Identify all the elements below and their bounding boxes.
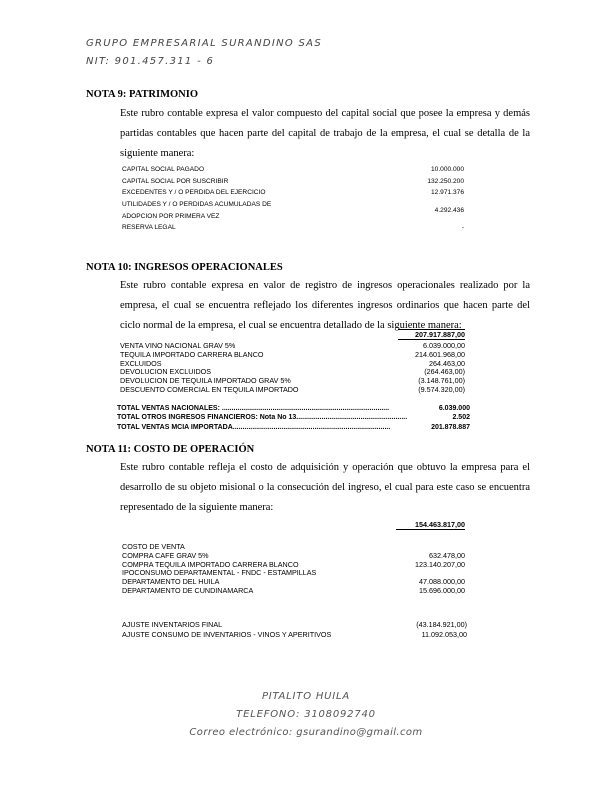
total-row: [117, 413, 470, 422]
row-label: EXCEDENTES Y / O PERDIDA DEL EJERCICIO: [122, 189, 266, 196]
table-row: [120, 351, 465, 360]
row-value: (43.184.921,00): [416, 620, 467, 629]
note10-paragraph-text: Este rubro contable expresa en valor de registro de ingresos operacionales realizado por la empresa, el cual se encuentra reflejado los diferentes ingresos ordinarios que hacen parte del ciclo normal de la empresa, el cual se encuentra detallado de la siguiente manera:: [120, 280, 530, 331]
note11-total-header: 154.463.817,00: [396, 520, 465, 530]
row-label: AJUSTE CONSUMO DE INVENTARIOS - VINOS Y APERITIVOS: [122, 629, 332, 639]
footer-email: Correo electrónico: gsurandino@gmail.com: [189, 727, 423, 738]
note10-table: [120, 342, 465, 395]
row-value: 15.696.000,00: [419, 585, 465, 595]
row-label: RESERVA LEGAL: [122, 223, 176, 231]
row-value: 123.140.207,00: [415, 559, 465, 569]
row-value: 10.000.000: [430, 166, 464, 173]
row-value: 11.092.053,00: [421, 629, 467, 639]
note11-paragraph-text: Este rubro contable refleja el costo de adquisición y operación que obtuvo la empresa para el desarrollo de su objeto misional o la consecución del ingreso, el cual para este caso se encuentra representado de la siguiente manera:: [120, 462, 530, 513]
row-value: 6.039.000,00: [423, 341, 465, 350]
row-label: COMPRA CAFE GRAV 5%: [122, 550, 209, 560]
table-row: [122, 207, 464, 219]
note9-paragraph-text: Este rubro contable expresa el valor compuesto del capital social que posee la empresa y demás partidas contables que hacen parte del capital de trabajo de la empresa, el cual se detalla de la siguiente manera:: [120, 108, 530, 159]
footer-city: PITALITO HUILA: [261, 691, 351, 702]
total-label: TOTAL OTROS INGRESOS FINANCIEROS: Nota No 13.........................................................: [117, 414, 408, 422]
note9-title: NOTA 9: PATRIMONIO: [86, 89, 198, 100]
row-label: TEQUILA IMPORTADO CARRERA BLANCO: [120, 349, 264, 359]
table-row: [122, 178, 464, 190]
note11-title: NOTA 11: COSTO DE OPERACIÓN: [86, 444, 255, 455]
footer-phone: TELEFONO: 3108092740: [236, 709, 376, 720]
row-label: VENTA VINO NACIONAL GRAV 5%: [120, 341, 236, 350]
row-label: DESCUENTO COMERCIAL EN TEQUILA IMPORTADO: [120, 384, 299, 394]
note9-table: [122, 166, 464, 236]
company-nit: NIT: 901.457.311 - 6: [86, 56, 215, 67]
table-row: [122, 587, 465, 596]
row-label: EXCLUIDOS: [120, 358, 162, 368]
row-value: 4.292.436: [434, 206, 464, 214]
table-row: [122, 166, 464, 178]
row-value: 132.250.200: [427, 177, 464, 185]
row-value: 12.971.376: [430, 189, 464, 196]
row-label: CAPITAL SOCIAL POR SUSCRIBIR: [122, 177, 229, 185]
row-value: (9.574.320,00): [418, 384, 465, 394]
row-label: ADOPCION POR PRIMERA VEZ: [122, 212, 220, 220]
row-value: 264.463,00: [429, 358, 465, 368]
total-row: [117, 423, 470, 432]
row-value: 632.478,00: [429, 550, 465, 560]
note10-totals: [117, 404, 470, 432]
note9-paragraph: [120, 104, 530, 164]
table-row: [120, 386, 465, 395]
row-label: DEVOLUCION EXCLUIDOS: [120, 367, 212, 377]
row-label: AJUSTE INVENTARIOS FINAL: [122, 620, 223, 629]
row-label: DEPARTAMENTO DE CUNDINAMARCA: [122, 585, 254, 595]
row-value: 47.088.000,00: [419, 577, 465, 587]
note10-paragraph: [120, 276, 530, 336]
total-value: 2.502: [452, 414, 470, 422]
table-row: [122, 224, 464, 236]
note11-paragraph: [120, 458, 530, 518]
total-value: 6.039.000: [438, 405, 470, 412]
row-label: IPOCONSUMO DEPARTAMENTAL - FNDC - ESTAMPILLAS: [122, 568, 317, 578]
row-label: DEPARTAMENTO DEL HUILA: [122, 577, 220, 587]
row-value: (3.148.761,00): [418, 376, 465, 386]
note10-title: NOTA 10: INGRESOS OPERACIONALES: [86, 262, 283, 273]
row-value: -: [461, 223, 464, 231]
row-label: DEVOLUCION DE TEQUILA IMPORTADO GRAV 5%: [120, 376, 291, 386]
row-value: (264.463,00): [424, 367, 465, 377]
table-row: [122, 189, 464, 201]
row-label: UTILIDADES Y / O PERDIDAS ACUMULADAS DE: [122, 200, 272, 208]
row-label: COSTO DE VENTA: [122, 542, 185, 551]
row-label: CAPITAL SOCIAL PAGADO: [122, 166, 205, 173]
table-row: [122, 631, 467, 641]
company-name: GRUPO EMPRESARIAL SURANDINO SAS: [86, 38, 322, 49]
total-label: TOTAL VENTAS MCIA IMPORTADA.................................................................................: [117, 423, 391, 431]
total-label: TOTAL VENTAS NACIONALES: ......................................................................................: [117, 405, 390, 412]
note10-total-header: 207.917.887,00: [398, 329, 465, 340]
note11-table: [122, 543, 465, 596]
total-value: 201.878.887: [431, 423, 470, 431]
total-row: [117, 404, 470, 413]
row-value: 214.601.968,00: [415, 349, 465, 359]
row-label: COMPRA TEQUILA IMPORTADO CARRERA BLANCO: [122, 559, 299, 569]
note11-adjustments: [122, 621, 467, 640]
